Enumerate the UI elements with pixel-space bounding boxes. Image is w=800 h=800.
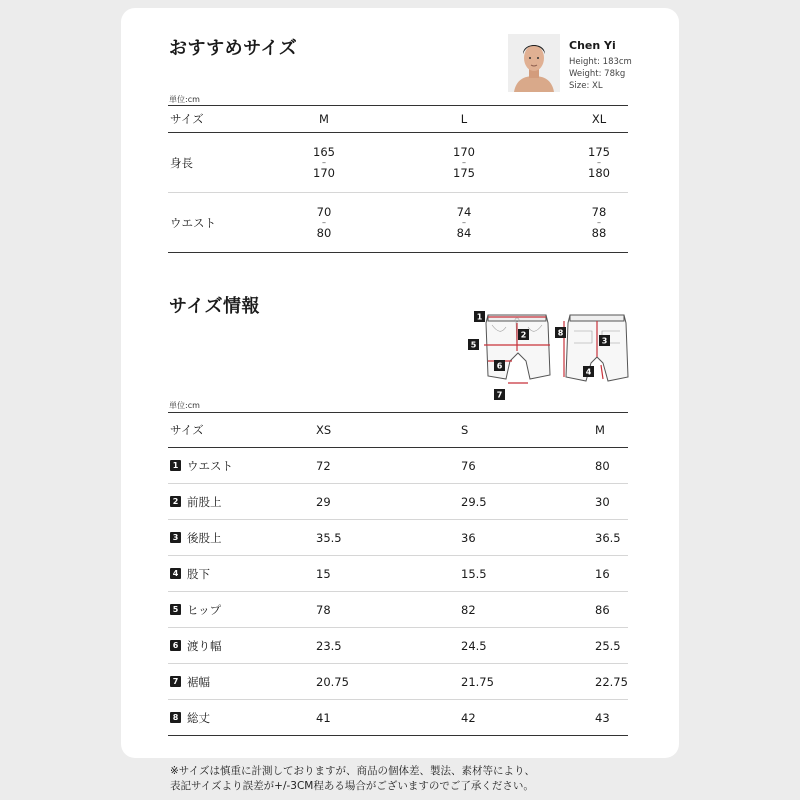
table-row (168, 664, 628, 700)
diagram-label-3: 3 (601, 336, 608, 346)
diagram-label-2: 2 (520, 330, 527, 340)
measure-number-badge: 8 (170, 712, 181, 723)
measure-label: 総丈 (187, 710, 210, 725)
row-label: ウエスト (170, 215, 216, 230)
measure-label: 後股上 (187, 530, 222, 545)
diagram-label-4: 4 (585, 367, 592, 377)
range-min: 175 (588, 145, 610, 159)
range-max: 180 (588, 166, 610, 180)
info-rows (168, 448, 628, 736)
table-row (168, 556, 628, 592)
measure-number-badge: 4 (170, 568, 181, 579)
model-size: Size: XL (569, 81, 603, 91)
measure-value: 29 (316, 494, 331, 509)
table-row (168, 484, 628, 520)
measure-value: 25.5 (595, 638, 621, 653)
range-min: 74 (456, 205, 472, 219)
model-height: Height: 183cm (569, 57, 632, 67)
header-size: サイズ (170, 112, 204, 126)
footnote (170, 764, 730, 794)
header-xl: XL (591, 112, 607, 126)
range-max: 88 (591, 226, 607, 240)
measure-value: 82 (461, 602, 476, 617)
diagram-label-6: 6 (496, 361, 503, 371)
table-row (168, 592, 628, 628)
recommend-header-row (168, 105, 628, 133)
range-min: 78 (591, 205, 607, 219)
measure-value: 30 (595, 494, 610, 509)
range-min: 70 (316, 205, 332, 219)
measure-label: 裾幅 (187, 674, 210, 689)
measure-label: 股下 (187, 566, 210, 581)
diagram-label-7: 7 (496, 390, 503, 400)
measure-number-badge: 7 (170, 676, 181, 687)
measure-value: 72 (316, 458, 331, 473)
measure-value: 86 (595, 602, 610, 617)
measure-value: 41 (316, 710, 331, 725)
table-row (168, 448, 628, 484)
header-xs: XS (316, 423, 332, 437)
row-label: 身長 (170, 155, 193, 170)
footnote-line-2: 表記サイズより誤差が+/-3CM程ある場合がございますのでご了承ください。 (170, 780, 534, 792)
model-weight: Weight: 78kg (569, 69, 626, 79)
measure-value: 36 (461, 530, 476, 545)
measure-value: 43 (595, 710, 610, 725)
measure-value: 76 (461, 458, 476, 473)
footnote-line-1: ※サイズは慎重に計測しておりますが、商品の個体差、製法、素材等により、 (170, 765, 535, 777)
measure-value: 29.5 (461, 494, 487, 509)
measure-number-badge: 2 (170, 496, 181, 507)
measure-label: 渡り幅 (187, 638, 222, 653)
table-row (168, 700, 628, 736)
header-m: M (595, 423, 605, 437)
info-title: サイズ情報 (169, 296, 261, 317)
measure-number-badge: 3 (170, 532, 181, 543)
measure-value: 36.5 (595, 530, 621, 545)
recommend-table (168, 105, 628, 253)
range-max: 175 (453, 166, 475, 180)
measure-value: 23.5 (316, 638, 342, 653)
measure-number-badge: 6 (170, 640, 181, 651)
header-m: M (319, 112, 329, 126)
measure-label: 前股上 (187, 494, 222, 509)
shorts-diagram (466, 303, 646, 403)
range-max: 170 (313, 166, 335, 180)
measure-label: ウエスト (187, 458, 233, 473)
header-s: S (461, 423, 469, 437)
measure-value: 42 (461, 710, 476, 725)
diagram-label-5: 5 (470, 340, 477, 350)
measure-value: 24.5 (461, 638, 487, 653)
table-row: ウエスト 70 – 80 74 – 84 78 – 88 (168, 193, 628, 253)
range-min: 165 (313, 145, 335, 159)
measure-value: 35.5 (316, 530, 342, 545)
diagram-label-1: 1 (476, 312, 483, 322)
header-size: サイズ (170, 423, 204, 437)
model-info (569, 39, 632, 92)
measure-value: 22.75 (595, 674, 628, 689)
model-name: Chen Yi (569, 39, 616, 52)
measure-value: 16 (595, 566, 610, 581)
info-unit: 単位:cm (169, 401, 200, 410)
measure-number-badge: 5 (170, 604, 181, 615)
info-header-row (168, 412, 628, 448)
table-row (168, 628, 628, 664)
range-max: 84 (456, 226, 472, 240)
size-guide-card (121, 8, 679, 758)
measure-number-badge: 1 (170, 460, 181, 471)
measure-value: 80 (595, 458, 610, 473)
measure-value: 20.75 (316, 674, 349, 689)
measure-value: 15.5 (461, 566, 487, 581)
info-table (168, 412, 628, 736)
measure-label: ヒップ (187, 602, 222, 617)
range-max: 80 (316, 226, 332, 240)
table-row: 身長 165 – 170 170 – 175 175 – 180 (168, 133, 628, 193)
recommend-title: おすすめサイズ (169, 38, 298, 59)
header-l: L (460, 112, 468, 126)
recommend-unit: 単位:cm (169, 95, 200, 104)
measure-value: 78 (316, 602, 331, 617)
model-photo (508, 34, 560, 92)
table-row (168, 520, 628, 556)
range-min: 170 (453, 145, 475, 159)
diagram-label-8: 8 (557, 328, 564, 338)
measure-value: 21.75 (461, 674, 494, 689)
measure-value: 15 (316, 566, 331, 581)
